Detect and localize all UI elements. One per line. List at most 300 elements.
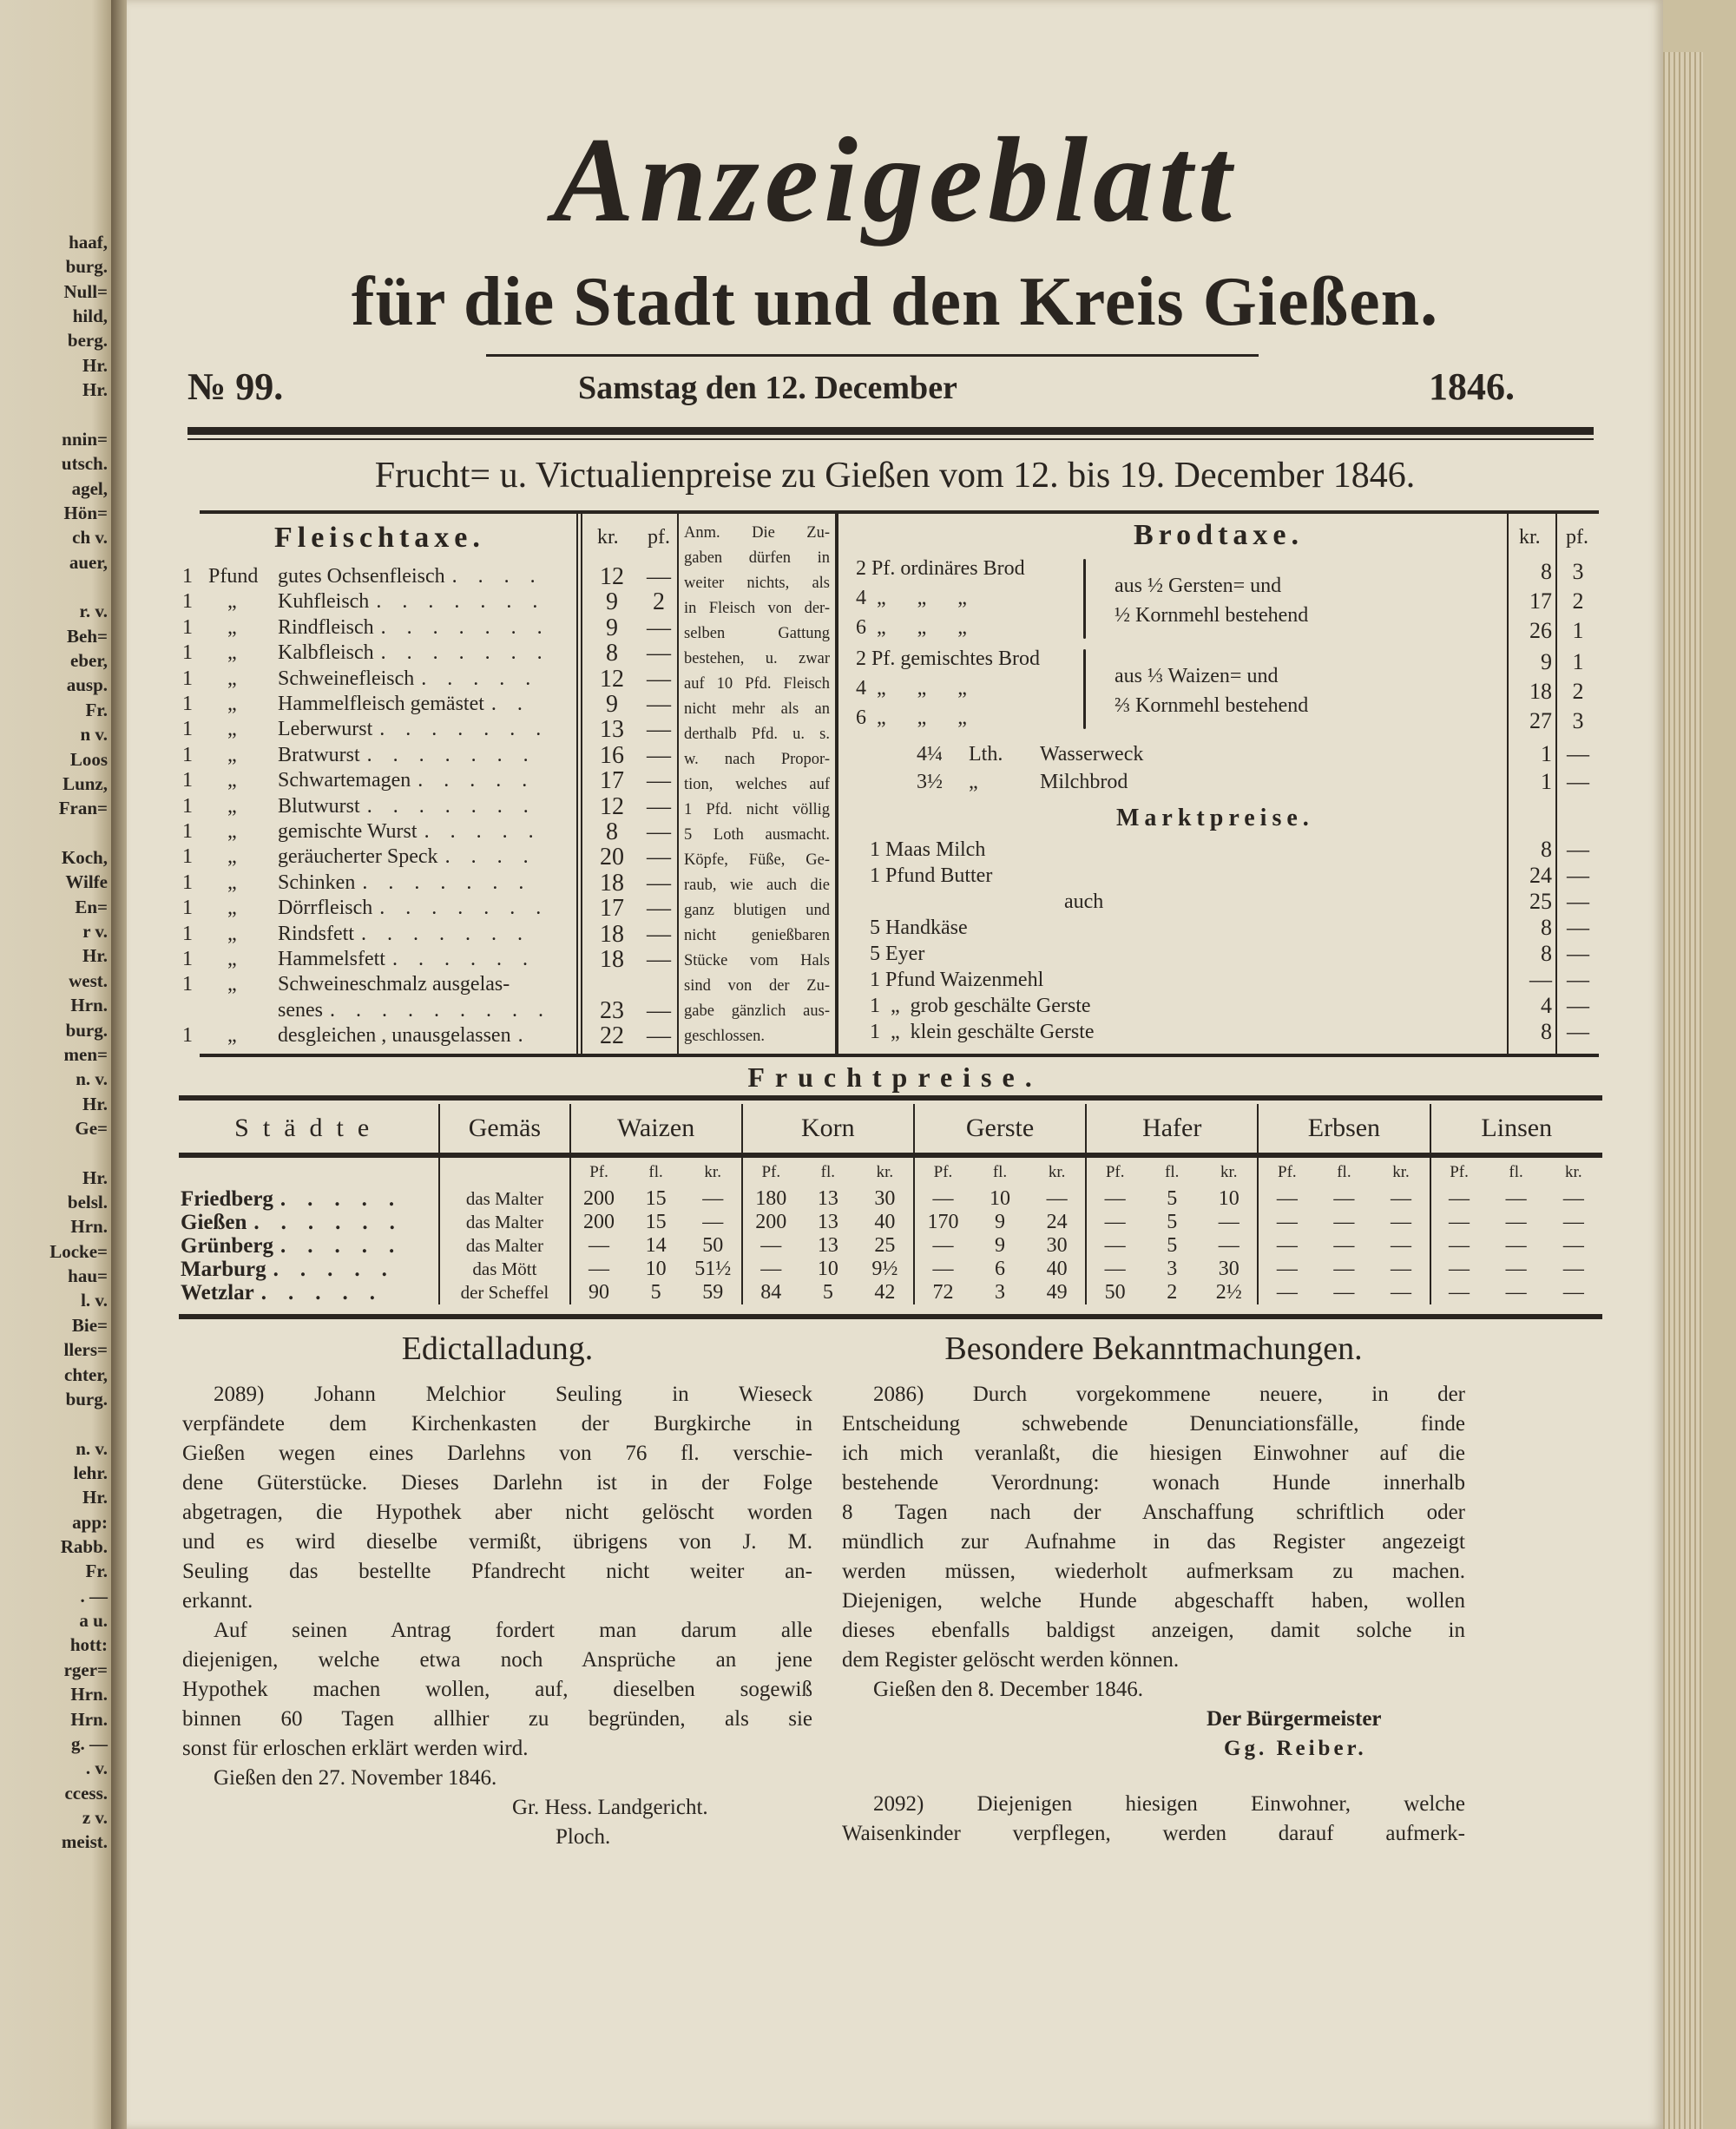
row-qty: 1 — [182, 794, 193, 818]
fragment-line: n v. — [80, 724, 108, 746]
measure-cell: das Malter — [439, 1187, 569, 1211]
issue-year: 1846. — [1429, 365, 1515, 408]
city-name: Marburg — [181, 1258, 266, 1281]
row-item: Schweineschmalz ausgelas- — [278, 973, 510, 996]
price-cell: 2 — [1167, 1281, 1178, 1304]
masthead-subtitle: für die Stadt und den Kreis Gießen. — [351, 264, 1439, 340]
price-cell: 13 — [817, 1187, 838, 1210]
text-line: 8 Tagen nach der Anschaffung schriftlich oder — [842, 1501, 1465, 1524]
markt-row — [870, 1019, 1498, 1045]
subcol-header: kr. — [1392, 1163, 1410, 1181]
fleisch-row — [182, 998, 675, 1023]
price-cell: 25 — [874, 1234, 896, 1257]
city-name: Grünberg — [181, 1234, 273, 1258]
price-cell: 40 — [1046, 1258, 1068, 1280]
note-line: sind von der Zu- — [684, 977, 830, 995]
price-cell: — — [742, 1258, 799, 1281]
markt-item: 1 „ klein geschälte Gerste — [870, 1021, 1095, 1043]
fragment-line: utsch. — [61, 453, 108, 475]
price-cell: — — [1218, 1234, 1240, 1257]
markt-row — [870, 863, 1498, 889]
text-line: dene Güterstücke. Dieses Darlehn ist in der Folge — [182, 1471, 812, 1495]
row-item-wrap — [278, 947, 569, 972]
text-line: verpfändete dem Kirchenkasten der Burgkirche in — [182, 1412, 812, 1436]
subheader-row — [179, 1155, 1602, 1187]
brod-kr: 9 — [1541, 649, 1552, 674]
fragment-line: Fran= — [58, 798, 108, 819]
signature-line: Der Bürgermeister — [1207, 1707, 1382, 1731]
fragment-line: hott: — [69, 1634, 108, 1656]
price-cell: 49 — [1046, 1281, 1068, 1304]
brod-row-label: 2 Pf. ordinäres Brod — [856, 557, 1025, 580]
price-cell: — — [1505, 1281, 1527, 1304]
row-unit — [208, 998, 278, 1023]
row-item-wrap — [278, 717, 569, 742]
price-cell: 24 — [1046, 1211, 1068, 1233]
text-line: Hypothek machen wollen, auf, dieselben sogewiß — [182, 1678, 812, 1701]
row-kr: 9 — [606, 588, 618, 616]
subcol-header: fl. — [648, 1163, 663, 1181]
price-cell: — — [1505, 1211, 1527, 1233]
fragment-line: west. — [69, 969, 108, 991]
fragment-line — [0, 575, 108, 599]
roll-qty: 3½ — [917, 771, 943, 793]
price-cell: — — [702, 1187, 724, 1210]
city-wrap — [181, 1281, 437, 1304]
brod-description: ½ Kornmehl bestehend — [1115, 604, 1309, 627]
leader-dots: . . . . . . . . . — [329, 998, 543, 1022]
row-unit: „ — [227, 948, 237, 970]
brod-kr: 17 — [1529, 588, 1552, 614]
row-item-wrap — [278, 972, 569, 997]
subcol-header: kr. — [876, 1163, 894, 1181]
row-item: Blutwurst — [278, 794, 360, 818]
fragment-line — [0, 1140, 108, 1165]
row-qty: 1 — [182, 590, 193, 614]
brod-description: aus ⅓ Waizen= und — [1115, 665, 1279, 687]
fragment-line: n. v. — [76, 1437, 108, 1459]
brod-description: ⅔ Kornmehl bestehend — [1115, 694, 1309, 717]
row-unit: „ — [227, 769, 237, 792]
price-cell: 3 — [1167, 1258, 1178, 1280]
fleisch-double-divider — [576, 514, 582, 1054]
masthead-rule — [486, 354, 1259, 357]
markt-row — [1064, 889, 1498, 915]
price-cell: — — [914, 1234, 971, 1258]
fragment-line: men= — [63, 1043, 108, 1065]
fragment-line: meist. — [61, 1831, 108, 1853]
price-cell: — — [914, 1187, 971, 1211]
price-cell: — — [1562, 1211, 1584, 1233]
price-cell: 200 — [570, 1211, 628, 1234]
fragment-line: Null= — [63, 280, 108, 302]
fleisch-row — [182, 972, 675, 997]
fruchtpreise-top-rule — [179, 1095, 1602, 1101]
row-unit: „ — [227, 1024, 237, 1048]
header-row — [179, 1104, 1602, 1155]
price-cell: 5 — [822, 1281, 833, 1304]
row-qty: 1 — [182, 948, 193, 970]
fleisch-row — [182, 589, 675, 614]
city-name: Gießen — [181, 1211, 247, 1234]
row-kr: 18 — [600, 869, 624, 897]
row-kr: 9 — [606, 691, 618, 718]
row-pf: — — [647, 741, 671, 769]
price-cell: — — [1562, 1187, 1584, 1210]
leader-dots: . . . . . . . — [361, 922, 523, 945]
price-cell: — — [1046, 1187, 1068, 1210]
text-line: 2092) Diejenigen hiesigen Einwohner, welche — [873, 1792, 1465, 1816]
fragment-line: llers= — [63, 1339, 108, 1361]
markt-row — [870, 915, 1498, 941]
row-qty: 1 — [182, 973, 193, 996]
fragment-line: Rabb. — [60, 1536, 108, 1558]
leader-dots: . . . . — [451, 565, 536, 588]
price-cell: 84 — [742, 1281, 799, 1304]
fragment-line: En= — [75, 896, 108, 917]
row-item-wrap — [278, 667, 569, 692]
fragment-line: r. v. — [79, 601, 108, 622]
price-cell: 9½ — [871, 1258, 898, 1280]
row-item: Dörrfleisch — [278, 897, 373, 920]
brod-description: aus ½ Gersten= und — [1115, 575, 1282, 597]
fragment-line: z v. — [82, 1807, 108, 1828]
row-kr: 16 — [600, 741, 624, 769]
leader-dots: . . . . . . . — [379, 897, 542, 920]
page-edges — [1660, 52, 1703, 2129]
price-cell: 9 — [995, 1211, 1006, 1233]
fragment-line: Hrn. — [70, 1684, 108, 1705]
row-pf: — — [647, 563, 671, 590]
note-line: 5 Loth ausmacht. — [684, 826, 830, 844]
col-header-city: Städte — [179, 1104, 439, 1155]
fragment-line: Hr. — [82, 1487, 108, 1508]
row-item: Hammelsfett — [278, 948, 385, 970]
row-qty: 1 — [182, 615, 193, 639]
roll-pf: — — [1567, 769, 1589, 794]
row-kr: 18 — [600, 920, 624, 948]
price-cell: 30 — [1046, 1234, 1068, 1257]
roll-qty: 4¼ — [917, 743, 943, 766]
price-cell: 72 — [914, 1281, 971, 1304]
roll-unit: Lth. — [969, 743, 1003, 766]
fleisch-row — [182, 844, 675, 870]
leader-dots: . . . . . . — [391, 948, 528, 970]
subcol-header: fl. — [1509, 1163, 1523, 1181]
row-item-wrap — [278, 615, 569, 641]
fleisch-row — [182, 1023, 675, 1048]
text-line: 2089) Johann Melchior Seuling in Wieseck — [214, 1383, 812, 1406]
markt-pf: — — [1567, 967, 1589, 992]
markt-item: 1 Maas Milch — [870, 838, 986, 861]
brod-pf: 1 — [1572, 649, 1584, 674]
col-header-grain: Erbsen — [1258, 1104, 1430, 1155]
row-pf: — — [647, 818, 671, 845]
text-line: sonst für erloschen erklärt werden wird. — [182, 1737, 529, 1760]
fleischtaxe-note — [684, 521, 830, 1049]
subcol-header: fl. — [820, 1163, 835, 1181]
price-cell: 40 — [874, 1211, 896, 1233]
fruchtpreise-table — [179, 1104, 1602, 1304]
row-item-wrap — [278, 896, 569, 921]
masthead-thick-rule — [187, 427, 1594, 435]
price-cell: 10 — [990, 1187, 1011, 1210]
row-item: Schinken — [278, 871, 356, 894]
row-pf: — — [647, 792, 671, 820]
subcol-header: kr. — [1565, 1163, 1582, 1181]
leader-dots: . . . . . . . — [376, 590, 538, 614]
roll-item: Milchbrod — [1040, 771, 1128, 793]
markt-kr: 4 — [1541, 993, 1552, 1018]
fragment-line: Beh= — [67, 625, 108, 647]
subcol-header: fl. — [1165, 1163, 1180, 1181]
row-kr: 8 — [606, 818, 618, 845]
col-pf-header: pf. — [648, 526, 670, 549]
col-kr-header: kr. — [597, 526, 619, 549]
tables-bottom-rule — [200, 1054, 1599, 1057]
row-qty: 1 — [182, 1024, 193, 1048]
price-cell: — — [1390, 1211, 1411, 1233]
fleisch-row — [182, 667, 675, 692]
price-cell: 10 — [645, 1258, 667, 1280]
text-line: und es wird dieselbe vermißt, übrigens von J. M. — [182, 1530, 812, 1554]
row-item-wrap — [278, 819, 569, 844]
row-item: gemischte Wurst — [278, 820, 418, 843]
leader-dots: . . . . . . . — [380, 641, 542, 665]
note-line: geschlossen. — [684, 1028, 765, 1045]
subcol-header: fl. — [1337, 1163, 1351, 1181]
row-qty: 1 — [182, 871, 193, 894]
text-line: dem Register gelöscht werden können. — [842, 1648, 1180, 1672]
bekanntmachungen-section — [842, 1330, 1465, 1849]
fragment-line: Fr. — [85, 699, 108, 720]
row-kr: 9 — [606, 614, 618, 641]
text-line: diejenigen, welche etwa noch Ansprüche an jene — [182, 1648, 812, 1672]
note-line: bestehen, u. zwar — [684, 650, 830, 667]
brod-kr: 8 — [1541, 559, 1552, 584]
markt-item: 1 Pfund Butter — [870, 864, 993, 887]
row-item-wrap — [278, 743, 569, 768]
text-line: 2086) Durch vorgekommene neuere, in der — [873, 1383, 1465, 1406]
fragment-line: belsl. — [67, 1192, 108, 1213]
fragment-line: Hr. — [82, 1166, 108, 1188]
leader-dots: . . — [490, 693, 523, 715]
row-pf: — — [647, 1022, 671, 1050]
leader-dots: . . . . . — [421, 667, 531, 690]
price-cell: 5 — [1167, 1187, 1178, 1210]
markt-kr: 24 — [1529, 863, 1552, 888]
issue-number: № 99. — [187, 365, 284, 408]
fragment-line: Lunz, — [62, 772, 108, 794]
leader-dots: . . . . . — [279, 1234, 395, 1258]
measure-cell: das Mött — [439, 1258, 569, 1281]
col-header-grain: Waizen — [570, 1104, 742, 1155]
fleisch-row — [182, 692, 675, 717]
row-unit: „ — [227, 718, 237, 741]
leader-dots: . . . . . — [273, 1258, 387, 1281]
fragment-line: . — — [80, 1585, 108, 1607]
subcol-header: kr. — [704, 1163, 721, 1181]
price-cell: — — [1562, 1258, 1584, 1280]
row-kr: 12 — [600, 665, 624, 693]
price-cell: 50 — [1086, 1281, 1143, 1304]
fleisch-row — [182, 717, 675, 742]
row-kr: 12 — [600, 792, 624, 820]
brod-row-label: 4 „ „ „ — [856, 587, 967, 609]
row-unit: „ — [227, 641, 237, 665]
markt-kr: 8 — [1541, 1019, 1552, 1044]
row-item-wrap — [278, 844, 569, 870]
row-qty: 1 — [182, 845, 193, 869]
price-cell: — — [1505, 1258, 1527, 1280]
row-item: Schweinefleisch — [278, 667, 415, 690]
brod-pf: 2 — [1572, 679, 1584, 704]
text-line: erkannt. — [182, 1589, 253, 1613]
price-cell: — — [1333, 1234, 1355, 1257]
price-cell: 200 — [570, 1187, 628, 1211]
masthead-thin-rule — [187, 438, 1594, 440]
note-line: ganz blutigen und — [684, 902, 830, 919]
leader-dots: . . . . . . . — [380, 615, 542, 639]
markt-item: 5 Eyer — [870, 943, 925, 965]
price-cell: — — [1430, 1234, 1488, 1258]
row-pf: — — [647, 767, 671, 795]
price-cell: — — [570, 1234, 628, 1258]
fragment-line: Fr. — [85, 1561, 108, 1582]
fragment-line: burg. — [65, 1019, 108, 1041]
price-cell: 90 — [570, 1281, 628, 1304]
leader-dots: . . . . . . . — [366, 794, 529, 818]
city-cell — [179, 1211, 439, 1234]
roll-row — [917, 741, 1498, 767]
fragment-line: ch v. — [72, 527, 108, 549]
text-line: dieses ebenfalls baldigst anzeigen, damit solche in — [842, 1619, 1465, 1642]
fragment-line — [0, 403, 108, 427]
fragment-line: Hrn. — [70, 995, 108, 1016]
price-cell: 5 — [650, 1281, 661, 1304]
row-qty: 1 — [182, 743, 193, 766]
row-pf: — — [647, 869, 671, 897]
fragment-line: Koch, — [61, 846, 108, 868]
note-line: Stücke vom Hals — [684, 952, 830, 969]
subcol-header: Pf. — [1086, 1155, 1143, 1187]
text-line: Gießen den 27. November 1846. — [214, 1766, 497, 1790]
price-cell: 30 — [874, 1187, 896, 1210]
row-qty: 1 — [182, 820, 193, 843]
leader-dots: . . . . . . — [253, 1211, 395, 1234]
row-kr: 23 — [600, 996, 624, 1024]
subcol-header: Pf. — [914, 1155, 971, 1187]
fragment-line: burg. — [65, 256, 108, 278]
fragment-line: g. — — [71, 1732, 108, 1754]
row-unit: „ — [227, 973, 237, 996]
text-line: abgetragen, die Hypothek aber nicht gelöscht worden — [182, 1501, 812, 1524]
prices-heading: Frucht= u. Victualienpreise zu Gießen vom 12. bis 19. December 1846. — [374, 456, 1416, 496]
row-pf: — — [647, 614, 671, 641]
newspaper-page — [127, 0, 1663, 2129]
row-pf: — — [647, 844, 671, 871]
price-cell: — — [1562, 1234, 1584, 1257]
roll-kr: 1 — [1541, 769, 1552, 794]
row-item-wrap — [278, 692, 569, 717]
marktpreise-heading: Marktpreise. — [1116, 805, 1314, 831]
row-kr: 22 — [600, 1022, 624, 1050]
row-item: senes — [278, 998, 323, 1022]
book-gutter — [111, 0, 128, 2129]
fragment-line: app: — [72, 1511, 108, 1533]
price-cell: 14 — [645, 1234, 667, 1257]
markt-item: auch — [1064, 890, 1104, 913]
brodtaxe-table — [838, 514, 1602, 1054]
fragment-line: ccess. — [64, 1782, 108, 1804]
row-item: Kuhfleisch — [278, 590, 370, 614]
brace-icon — [1083, 559, 1086, 639]
fragment-line: Hrn. — [70, 1216, 108, 1238]
text-line: binnen 60 Tagen allhier zu begründen, als sie — [182, 1707, 812, 1731]
table-row — [179, 1281, 1602, 1304]
leader-dots: . . . . — [444, 845, 529, 869]
fleisch-row — [182, 743, 675, 768]
brod-row-label: 6 „ „ „ — [856, 616, 967, 639]
fleischtaxe-heading: Fleischtaxe. — [274, 522, 485, 554]
note-line: in Fleisch von der- — [684, 600, 830, 617]
price-cell: — — [1086, 1211, 1143, 1234]
table-row — [179, 1258, 1602, 1281]
row-unit: „ — [227, 820, 237, 843]
fruchtpreise-bottom-rule — [179, 1314, 1602, 1319]
fleisch-row — [182, 819, 675, 844]
city-cell — [179, 1234, 439, 1258]
signature-line: Gg. Reiber. — [1224, 1737, 1367, 1760]
row-unit: „ — [227, 897, 237, 920]
fragment-line: hau= — [68, 1265, 108, 1287]
fragment-line: Hr. — [82, 1093, 108, 1114]
subcol-header: Pf. — [742, 1155, 799, 1187]
brod-kr: 27 — [1529, 708, 1552, 733]
fragment-line: r v. — [82, 921, 108, 943]
col-header-grain: Hafer — [1086, 1104, 1258, 1155]
fragment-line: chter, — [64, 1363, 108, 1385]
text-line: Auf seinen Antrag fordert man darum alle — [214, 1619, 812, 1642]
fragment-line: burg. — [65, 1388, 108, 1409]
row-item: Leberwurst — [278, 718, 373, 741]
markt-row — [870, 941, 1498, 967]
issue-date: Samstag den 12. December — [578, 370, 957, 406]
fragment-line: Hr. — [82, 945, 108, 967]
col-header-measure: Gemäs — [439, 1104, 569, 1155]
roll-kr: 1 — [1541, 741, 1552, 766]
row-item: Rindsfett — [278, 922, 354, 945]
price-cell: 10 — [817, 1258, 838, 1280]
note-line: 1 Pfd. nicht völlig — [684, 801, 830, 818]
row-unit: „ — [227, 693, 237, 715]
row-pf: — — [647, 640, 671, 667]
leader-dots: . . . . . — [279, 1187, 395, 1211]
price-cell: — — [1562, 1281, 1584, 1304]
row-unit: „ — [227, 922, 237, 945]
subcol-header: fl. — [992, 1163, 1008, 1181]
price-cell: 5 — [1167, 1234, 1178, 1257]
edictalladung-section — [182, 1330, 812, 1852]
row-qty: 1 — [182, 693, 193, 715]
fragment-line: Bie= — [71, 1314, 108, 1336]
row-pf: — — [647, 665, 671, 693]
row-unit: „ — [227, 845, 237, 869]
subcol-header: kr. — [1220, 1163, 1238, 1181]
row-item: Rindfleisch — [278, 615, 374, 639]
row-item-wrap — [278, 768, 569, 793]
leader-dots: . . . . . — [260, 1281, 375, 1304]
